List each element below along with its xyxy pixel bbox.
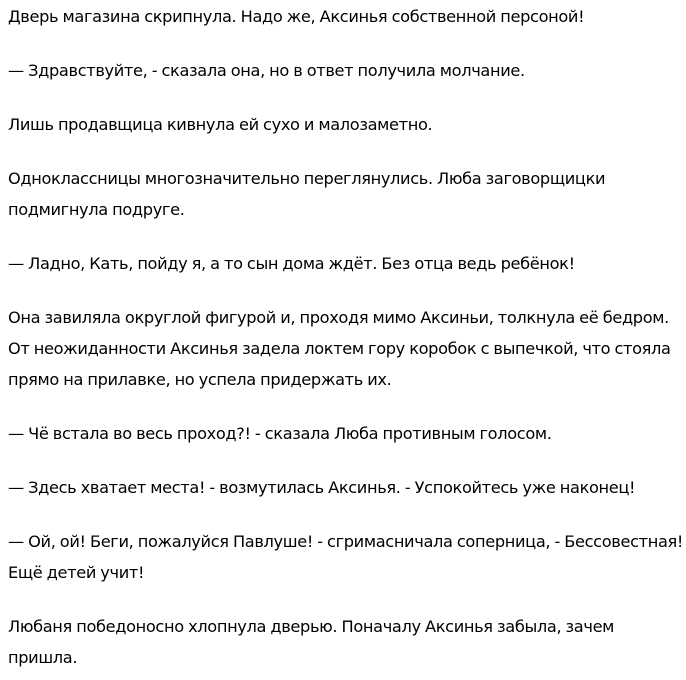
paragraph: — Чё встала во весь проход?! - сказала Люба противным голосом.	[8, 424, 552, 443]
paragraph: — Ой, ой! Беги, пожалуйся Павлуше! - сгримасничала соперница, - Бессовестная! Ещё детей учит!	[8, 532, 684, 582]
paragraph: — Здесь хватает места! - возмутилась Аксинья. - Успокойтесь уже наконец!	[8, 478, 636, 497]
paragraph: Любаня победоносно хлопнула дверью. Поначалу Аксинья забыла, зачем пришла.	[8, 617, 615, 667]
article-body	[0, 1, 686, 673]
paragraph: Дверь магазина скрипнула. Надо же, Аксинья собственной персоной!	[8, 7, 585, 26]
paragraph: Она завиляла округлой фигурой и, проходя мимо Аксиньи, толкнула её бедром. От неожиданности Аксинья задела локтем гору коробок с выпечкой, что стояла прямо на прилавке, но успела придержать их.	[8, 308, 671, 389]
paragraph: — Ладно, Кать, пойду я, а то сын дома ждёт. Без отца ведь ребёнок!	[8, 254, 575, 273]
paragraph: Одноклассницы многозначительно переглянулись. Люба заговорщицки подмигнула подруге.	[8, 169, 606, 219]
paragraph: — Здравствуйте, - сказала она, но в ответ получила молчание.	[8, 61, 525, 80]
paragraph: Лишь продавщица кивнула ей сухо и малозаметно.	[8, 115, 433, 134]
